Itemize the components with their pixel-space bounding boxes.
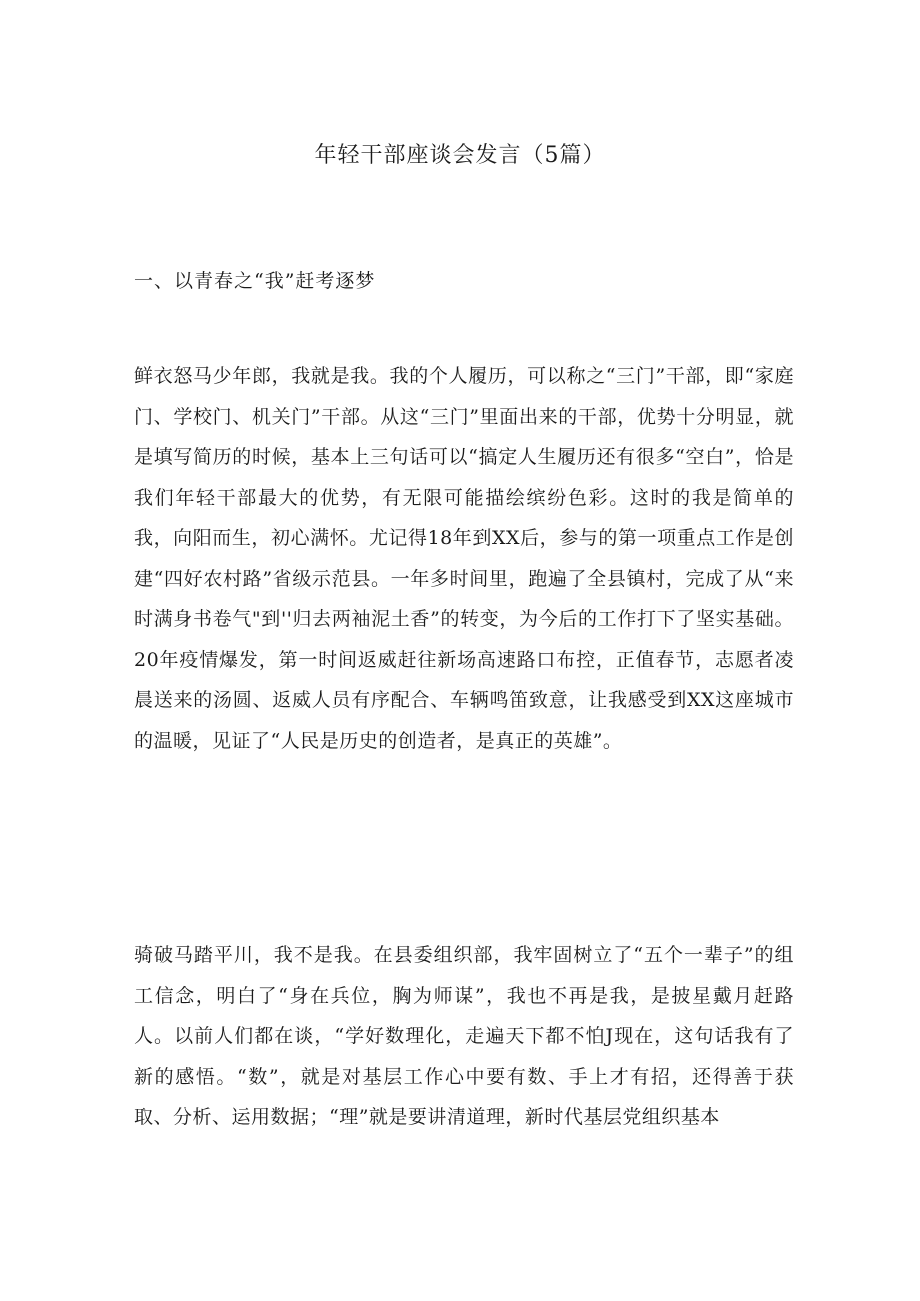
- paragraph-1: 鲜衣怒马少年郎，我就是我。我的个人履历，可以称之“三门”干部，即“家庭门、学校门、机关门”干部。从这“三门”里面出来的干部，优势十分明显，就是填写简历的时候，基本上三句话可以“搞定人生履历还有很多“空白”，恰是我们年轻干部最大的优势，有无限可能描绘缤纷色彩。这时的我是简单的我，向阳而生，初心满怀。尤记得18年到XX后，参与的第一项重点工作是创建“四好农村路”省级示范县。一年多时间里，跑遍了全县镇村，完成了从“来时满身书卷气"到''归去两袖泥土香”的转变，为今后的工作打下了坚实基础。20年疫情爆发，第一时间返威赶往新场高速路口布控，正值春节，志愿者凌晨送来的汤圆、返威人员有序配合、车辆鸣笛致意，让我感受到XX这座城市的温暖，见证了“人民是历史的创造者，是真正的英雄”。: [134, 365, 794, 752]
- paragraph-2: 骑破马踏平川，我不是我。在县委组织部，我牢固树立了“五个一辈子”的组工信念，明白了“身在兵位，胸为师谋”，我也不再是我，是披星戴月赶路人。以前人们都在谈，“学好数理化，走遍天下都不怕J现在，这句话我有了新的感悟。“数”，就是对基层工作心中要有数、手上才有招，还得善于获取、分析、运用数据；“理”就是要讲清道理，新时代基层党组织基本: [134, 944, 794, 1128]
- document-title: 年轻干部座谈会发言（5篇）: [314, 143, 606, 168]
- section-heading: 一、以青春之“我”赶考逐梦: [134, 270, 376, 292]
